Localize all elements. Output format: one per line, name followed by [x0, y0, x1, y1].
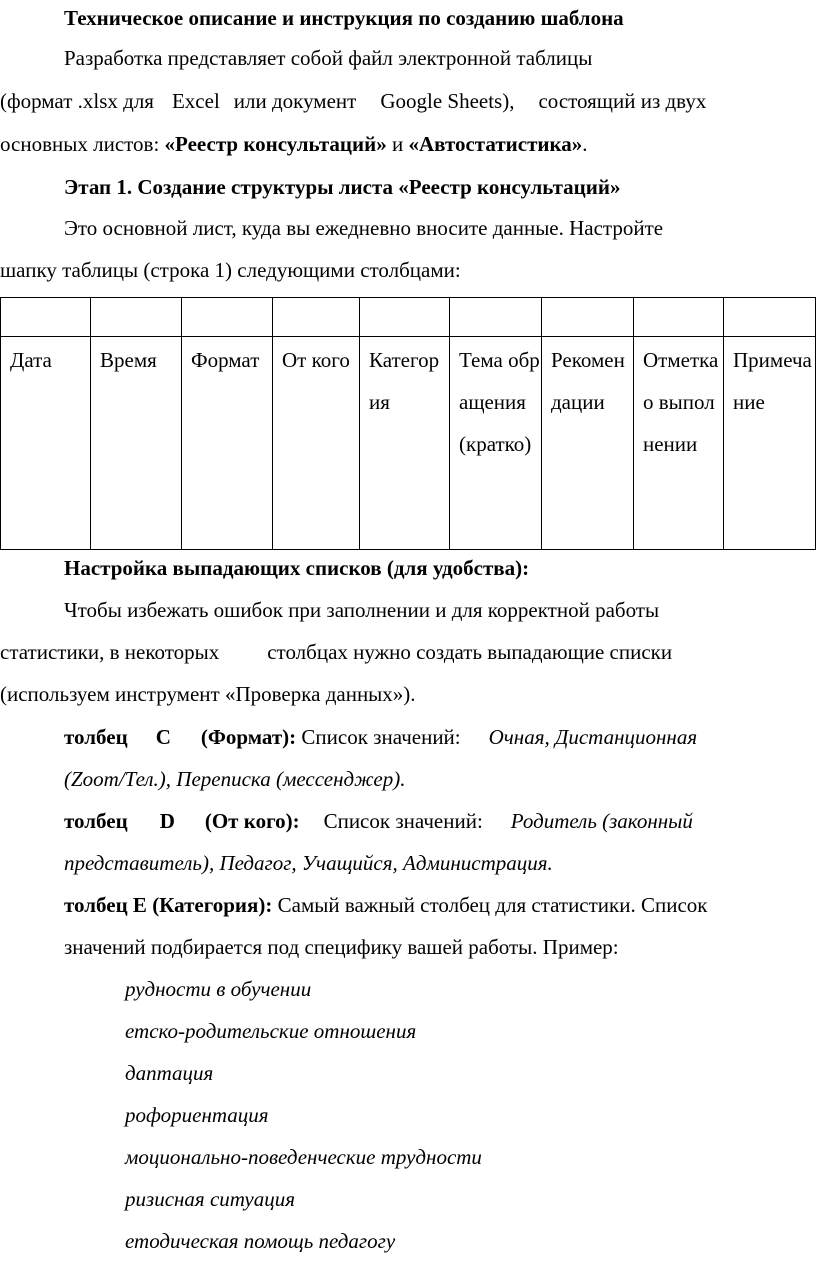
- column-e-line-1: [64, 893, 708, 917]
- registry-columns-table: [0, 297, 816, 550]
- table-cell: [91, 298, 182, 337]
- list-item: етско-родительские отношения: [125, 1019, 417, 1043]
- intro-text: основных листов:: [0, 132, 160, 156]
- column-d-line-2: представитель), Педагог, Учащийся, Администрация.: [64, 851, 553, 875]
- list-item: рофориентация: [125, 1103, 269, 1127]
- intro-text: или документ: [233, 89, 357, 113]
- column-header-topic: Тема обращения (кратко): [450, 337, 542, 550]
- table-cell: [634, 298, 724, 337]
- column-label: толбец E (Категория):: [64, 893, 273, 917]
- intro-text: состоящий из двух: [538, 89, 707, 113]
- table-cell: [182, 298, 273, 337]
- list-item: моционально-поведенческие трудности: [125, 1145, 482, 1169]
- column-c-text: Список значений:: [301, 725, 461, 749]
- stage1-line-1: Это основной лист, куда вы ежедневно вносите данные. Настройте: [64, 216, 664, 240]
- column-header-time: Время: [91, 337, 182, 550]
- document-heading: Техническое описание и инструкция по созданию шаблона: [64, 6, 624, 30]
- google-sheets-mention: Google Sheets),: [380, 89, 515, 113]
- column-header-format: Формат: [182, 337, 273, 550]
- table-row: [1, 298, 816, 337]
- column-c-values: Очная, Дистанционная: [488, 725, 698, 749]
- table-cell: [273, 298, 360, 337]
- dropdowns-line-1: Чтобы избежать ошибок при заполнении и для корректной работы: [64, 598, 660, 622]
- table-cell: [360, 298, 450, 337]
- column-name: (Формат):: [200, 725, 297, 749]
- stage1-line-2: шапку таблицы (строка 1) следующими столбцами:: [0, 258, 461, 282]
- intro-line-1: Разработка представляет собой файл электронной таблицы: [64, 46, 593, 70]
- dropdowns-line-2: [0, 640, 672, 664]
- table-cell: [724, 298, 816, 337]
- sheet-name-autostats: «Автостатистика»: [408, 132, 583, 156]
- intro-line-3: [0, 132, 588, 156]
- column-header-date: Дата: [1, 337, 91, 550]
- dropdowns-text: статистики, в некоторых: [0, 640, 220, 664]
- column-header-from: От кого: [273, 337, 360, 550]
- table-cell: [542, 298, 634, 337]
- dropdowns-line-3: (используем инструмент «Проверка данных»).: [0, 682, 416, 706]
- table-cell: [450, 298, 542, 337]
- intro-line-2: [0, 89, 706, 113]
- column-label: толбец: [64, 725, 128, 749]
- column-d-text: Список значений:: [323, 809, 483, 833]
- column-d-line-1: [64, 809, 693, 833]
- column-letter: C: [155, 725, 171, 749]
- intro-text: и: [391, 132, 404, 156]
- table-cell: [1, 298, 91, 337]
- column-e-text: Самый важный столбец для статистики. Список: [277, 893, 708, 917]
- excel-mention: Excel: [171, 89, 220, 113]
- column-d-values: Родитель (законный: [510, 809, 693, 833]
- table-row: [1, 337, 816, 550]
- column-c-line-2: (Zoom/Тел.), Переписка (мессенджер).: [64, 767, 406, 791]
- intro-text: (формат .xlsx для: [0, 89, 154, 113]
- list-item: ризисная ситуация: [125, 1187, 295, 1211]
- intro-text: .: [582, 132, 588, 156]
- column-header-completion-mark: Отметка о выполнении: [634, 337, 724, 550]
- column-c-line-1: [64, 725, 697, 749]
- list-item: етодическая помощь педагогу: [125, 1229, 396, 1253]
- column-header-recommendations: Рекомендации: [542, 337, 634, 550]
- column-letter: D: [159, 809, 175, 833]
- stage1-title: Этап 1. Создание структуры листа «Реестр консультаций»: [64, 175, 621, 199]
- list-item: даптация: [125, 1061, 214, 1085]
- dropdowns-text: столбцах нужно создать выпадающие списки: [267, 640, 673, 664]
- list-item: рудности в обучении: [125, 977, 312, 1001]
- sheet-name-registry: «Реестр консультаций»: [164, 132, 387, 156]
- column-label: толбец: [64, 809, 128, 833]
- column-name: (От кого):: [204, 809, 300, 833]
- column-e-line-2: значений подбирается под специфику вашей работы. Пример:: [64, 935, 619, 959]
- dropdowns-title: Настройка выпадающих списков (для удобства):: [64, 556, 530, 580]
- column-header-category: Категория: [360, 337, 450, 550]
- column-header-note: Примечание: [724, 337, 816, 550]
